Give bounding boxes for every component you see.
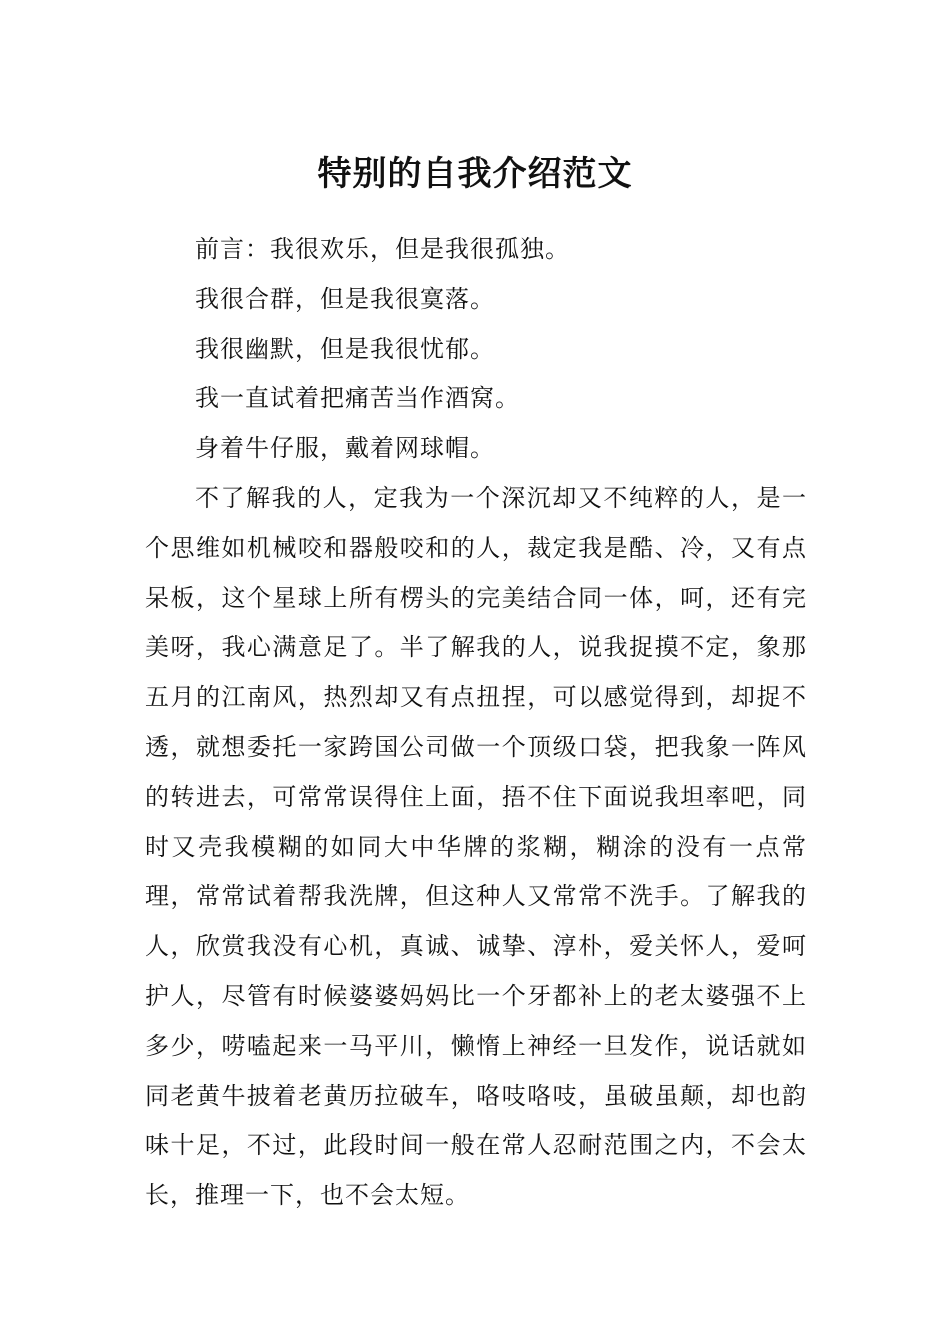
paragraph-humorous: 我很幽默，但是我很忧郁。 [195, 334, 495, 363]
document-title: 特别的自我介绍范文 [317, 153, 633, 194]
paragraph-dimples: 我一直试着把痛苦当作酒窝。 [195, 384, 520, 413]
paragraph-sociable: 我很合群，但是我很寞落。 [195, 284, 495, 313]
document-body [145, 225, 807, 1221]
paragraph-outfit: 身着牛仔服，戴着网球帽。 [195, 434, 495, 463]
paragraph-preface: 前言：我很欢乐，但是我很孤独。 [195, 235, 570, 263]
paragraph-main: 不了解我的人，定我为一个深沉却又不纯粹的人，是一个思维如机械咬和器般咬和的人，裁定我是酷、冷，又有点呆板，这个星球上所有楞头的完美结合同一体，呵，还有完美呀，我心满意足了。半了解我的人，说我捉摸不定，象那五月的江南风，热烈却又有点扭捏，可以感觉得到，却捉不透，就想委托一家跨国公司做一个顶级口袋，把我象一阵风的转进去，可常常误得住上面，捂不住下面说我坦率吧，同时又壳我模糊的如同大中华牌的浆糊，糊涂的没有一点常理，常常试着帮我洗牌，但这种人又常常不洗手。了解我的人，欣赏我没有心机，真诚、诚挚、淳朴，爱关怀人，爱呵护人，尽管有时候婆婆妈妈比一个牙都补上的老太婆强不上多少，唠嗑起来一马平川，懒惰上神经一旦发作，说话就如同老黄牛披着老黄历拉破车，咯吱咯吱，虽破虽颠，却也韵味十足，不过，此段时间一般在常人忍耐范围之内，不会太长，推理一下，也不会太短。 [145, 483, 807, 1210]
